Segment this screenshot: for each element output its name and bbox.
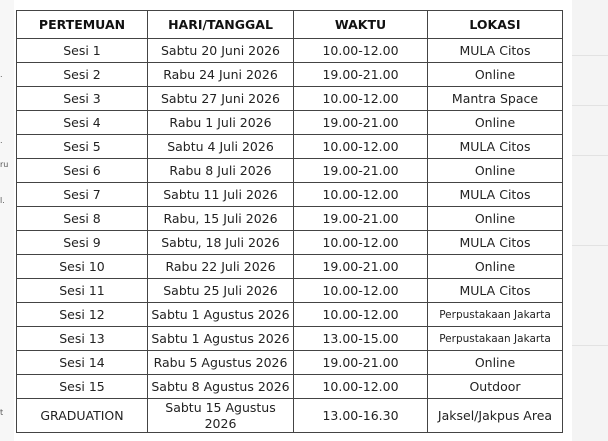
cell-waktu: 13.00-15.00 bbox=[294, 327, 428, 351]
cell-waktu: 19.00-21.00 bbox=[294, 351, 428, 375]
cell-lokasi: Online bbox=[428, 255, 563, 279]
cell-pertemuan: Sesi 8 bbox=[17, 207, 148, 231]
cell-waktu: 13.00-16.30 bbox=[294, 399, 428, 433]
cell-pertemuan: Sesi 1 bbox=[17, 39, 148, 63]
cell-lokasi: MULA Citos bbox=[428, 183, 563, 207]
cell-waktu: 10.00-12.00 bbox=[294, 303, 428, 327]
table-row bbox=[17, 111, 563, 135]
cell-waktu: 10.00-12.00 bbox=[294, 231, 428, 255]
gutter-glyph: l. bbox=[0, 196, 5, 205]
panel-divider bbox=[572, 155, 608, 156]
cell-pertemuan: Sesi 6 bbox=[17, 159, 148, 183]
cell-pertemuan: Sesi 14 bbox=[17, 351, 148, 375]
cell-hari-tanggal: Sabtu 25 Juli 2026 bbox=[148, 279, 294, 303]
table-row bbox=[17, 327, 563, 351]
cell-lokasi: Mantra Space bbox=[428, 87, 563, 111]
cell-hari-tanggal: Rabu 1 Juli 2026 bbox=[148, 111, 294, 135]
cell-waktu: 10.00-12.00 bbox=[294, 279, 428, 303]
cell-pertemuan: Sesi 5 bbox=[17, 135, 148, 159]
cell-lokasi: Outdoor bbox=[428, 375, 563, 399]
cell-waktu: 10.00-12.00 bbox=[294, 183, 428, 207]
cell-pertemuan: Sesi 4 bbox=[17, 111, 148, 135]
cell-waktu: 10.00-12.00 bbox=[294, 375, 428, 399]
cell-hari-tanggal: Rabu, 15 Juli 2026 bbox=[148, 207, 294, 231]
table-row bbox=[17, 135, 563, 159]
cell-lokasi: Online bbox=[428, 111, 563, 135]
right-side-panel bbox=[572, 0, 608, 441]
cell-hari-tanggal: Sabtu 1 Agustus 2026 bbox=[148, 327, 294, 351]
cell-hari-tanggal: Sabtu 11 Juli 2026 bbox=[148, 183, 294, 207]
cell-lokasi: Jaksel/Jakpus Area bbox=[428, 399, 563, 433]
cell-hari-tanggal: Rabu 5 Agustus 2026 bbox=[148, 351, 294, 375]
cell-lokasi: Perpustakaan Jakarta bbox=[428, 303, 563, 327]
table-row bbox=[17, 303, 563, 327]
cell-pertemuan: Sesi 11 bbox=[17, 279, 148, 303]
header-hari-tanggal: HARI/TANGGAL bbox=[148, 11, 294, 39]
table-row bbox=[17, 183, 563, 207]
cell-pertemuan: Sesi 3 bbox=[17, 87, 148, 111]
left-gutter bbox=[0, 0, 14, 441]
table-row bbox=[17, 207, 563, 231]
cell-pertemuan: Sesi 7 bbox=[17, 183, 148, 207]
header-waktu: WAKTU bbox=[294, 11, 428, 39]
cell-pertemuan: GRADUATION bbox=[17, 399, 148, 433]
cell-pertemuan: Sesi 13 bbox=[17, 327, 148, 351]
panel-divider bbox=[572, 105, 608, 106]
table-row bbox=[17, 87, 563, 111]
cell-pertemuan: Sesi 10 bbox=[17, 255, 148, 279]
table-row bbox=[17, 231, 563, 255]
cell-lokasi: Perpustakaan Jakarta bbox=[428, 327, 563, 351]
panel-divider bbox=[572, 345, 608, 346]
cell-hari-tanggal: Sabtu 1 Agustus 2026 bbox=[148, 303, 294, 327]
table-row bbox=[17, 399, 563, 433]
header-lokasi: LOKASI bbox=[428, 11, 563, 39]
cell-hari-tanggal: Sabtu 8 Agustus 2026 bbox=[148, 375, 294, 399]
cell-pertemuan: Sesi 9 bbox=[17, 231, 148, 255]
table-row bbox=[17, 39, 563, 63]
cell-lokasi: MULA Citos bbox=[428, 279, 563, 303]
table-row bbox=[17, 375, 563, 399]
cell-lokasi: Online bbox=[428, 207, 563, 231]
cell-waktu: 10.00-12.00 bbox=[294, 39, 428, 63]
table-row bbox=[17, 63, 563, 87]
panel-divider bbox=[572, 245, 608, 246]
cell-hari-tanggal: Rabu 22 Juli 2026 bbox=[148, 255, 294, 279]
cell-waktu: 19.00-21.00 bbox=[294, 159, 428, 183]
table-row bbox=[17, 279, 563, 303]
cell-lokasi: MULA Citos bbox=[428, 135, 563, 159]
cell-hari-tanggal: Rabu 24 Juni 2026 bbox=[148, 63, 294, 87]
cell-lokasi: MULA Citos bbox=[428, 231, 563, 255]
gutter-glyph: ru bbox=[0, 160, 9, 169]
cell-hari-tanggal: Sabtu 15 Agustus 2026 bbox=[148, 399, 294, 433]
header-pertemuan: PERTEMUAN bbox=[17, 11, 148, 39]
cell-hari-tanggal: Sabtu, 18 Juli 2026 bbox=[148, 231, 294, 255]
table-header-row bbox=[17, 11, 563, 39]
cell-hari-tanggal: Sabtu 4 Juli 2026 bbox=[148, 135, 294, 159]
cell-waktu: 19.00-21.00 bbox=[294, 111, 428, 135]
schedule-table bbox=[16, 10, 563, 433]
cell-waktu: 19.00-21.00 bbox=[294, 207, 428, 231]
cell-hari-tanggal: Rabu 8 Juli 2026 bbox=[148, 159, 294, 183]
table-row bbox=[17, 351, 563, 375]
cell-waktu: 10.00-12.00 bbox=[294, 135, 428, 159]
cell-pertemuan: Sesi 2 bbox=[17, 63, 148, 87]
cell-lokasi: MULA Citos bbox=[428, 39, 563, 63]
schedule-body bbox=[17, 39, 563, 433]
table-row bbox=[17, 159, 563, 183]
cell-lokasi: Online bbox=[428, 63, 563, 87]
cell-lokasi: Online bbox=[428, 351, 563, 375]
cell-waktu: 19.00-21.00 bbox=[294, 255, 428, 279]
cell-lokasi: Online bbox=[428, 159, 563, 183]
cell-waktu: 19.00-21.00 bbox=[294, 63, 428, 87]
cell-pertemuan: Sesi 15 bbox=[17, 375, 148, 399]
cell-hari-tanggal: Sabtu 27 Juni 2026 bbox=[148, 87, 294, 111]
cell-pertemuan: Sesi 12 bbox=[17, 303, 148, 327]
gutter-glyph: t bbox=[0, 408, 4, 417]
gutter-glyph: . bbox=[0, 136, 3, 145]
cell-waktu: 10.00-12.00 bbox=[294, 87, 428, 111]
panel-divider bbox=[572, 55, 608, 56]
gutter-glyph: . bbox=[0, 70, 3, 79]
cell-hari-tanggal: Sabtu 20 Juni 2026 bbox=[148, 39, 294, 63]
table-row bbox=[17, 255, 563, 279]
